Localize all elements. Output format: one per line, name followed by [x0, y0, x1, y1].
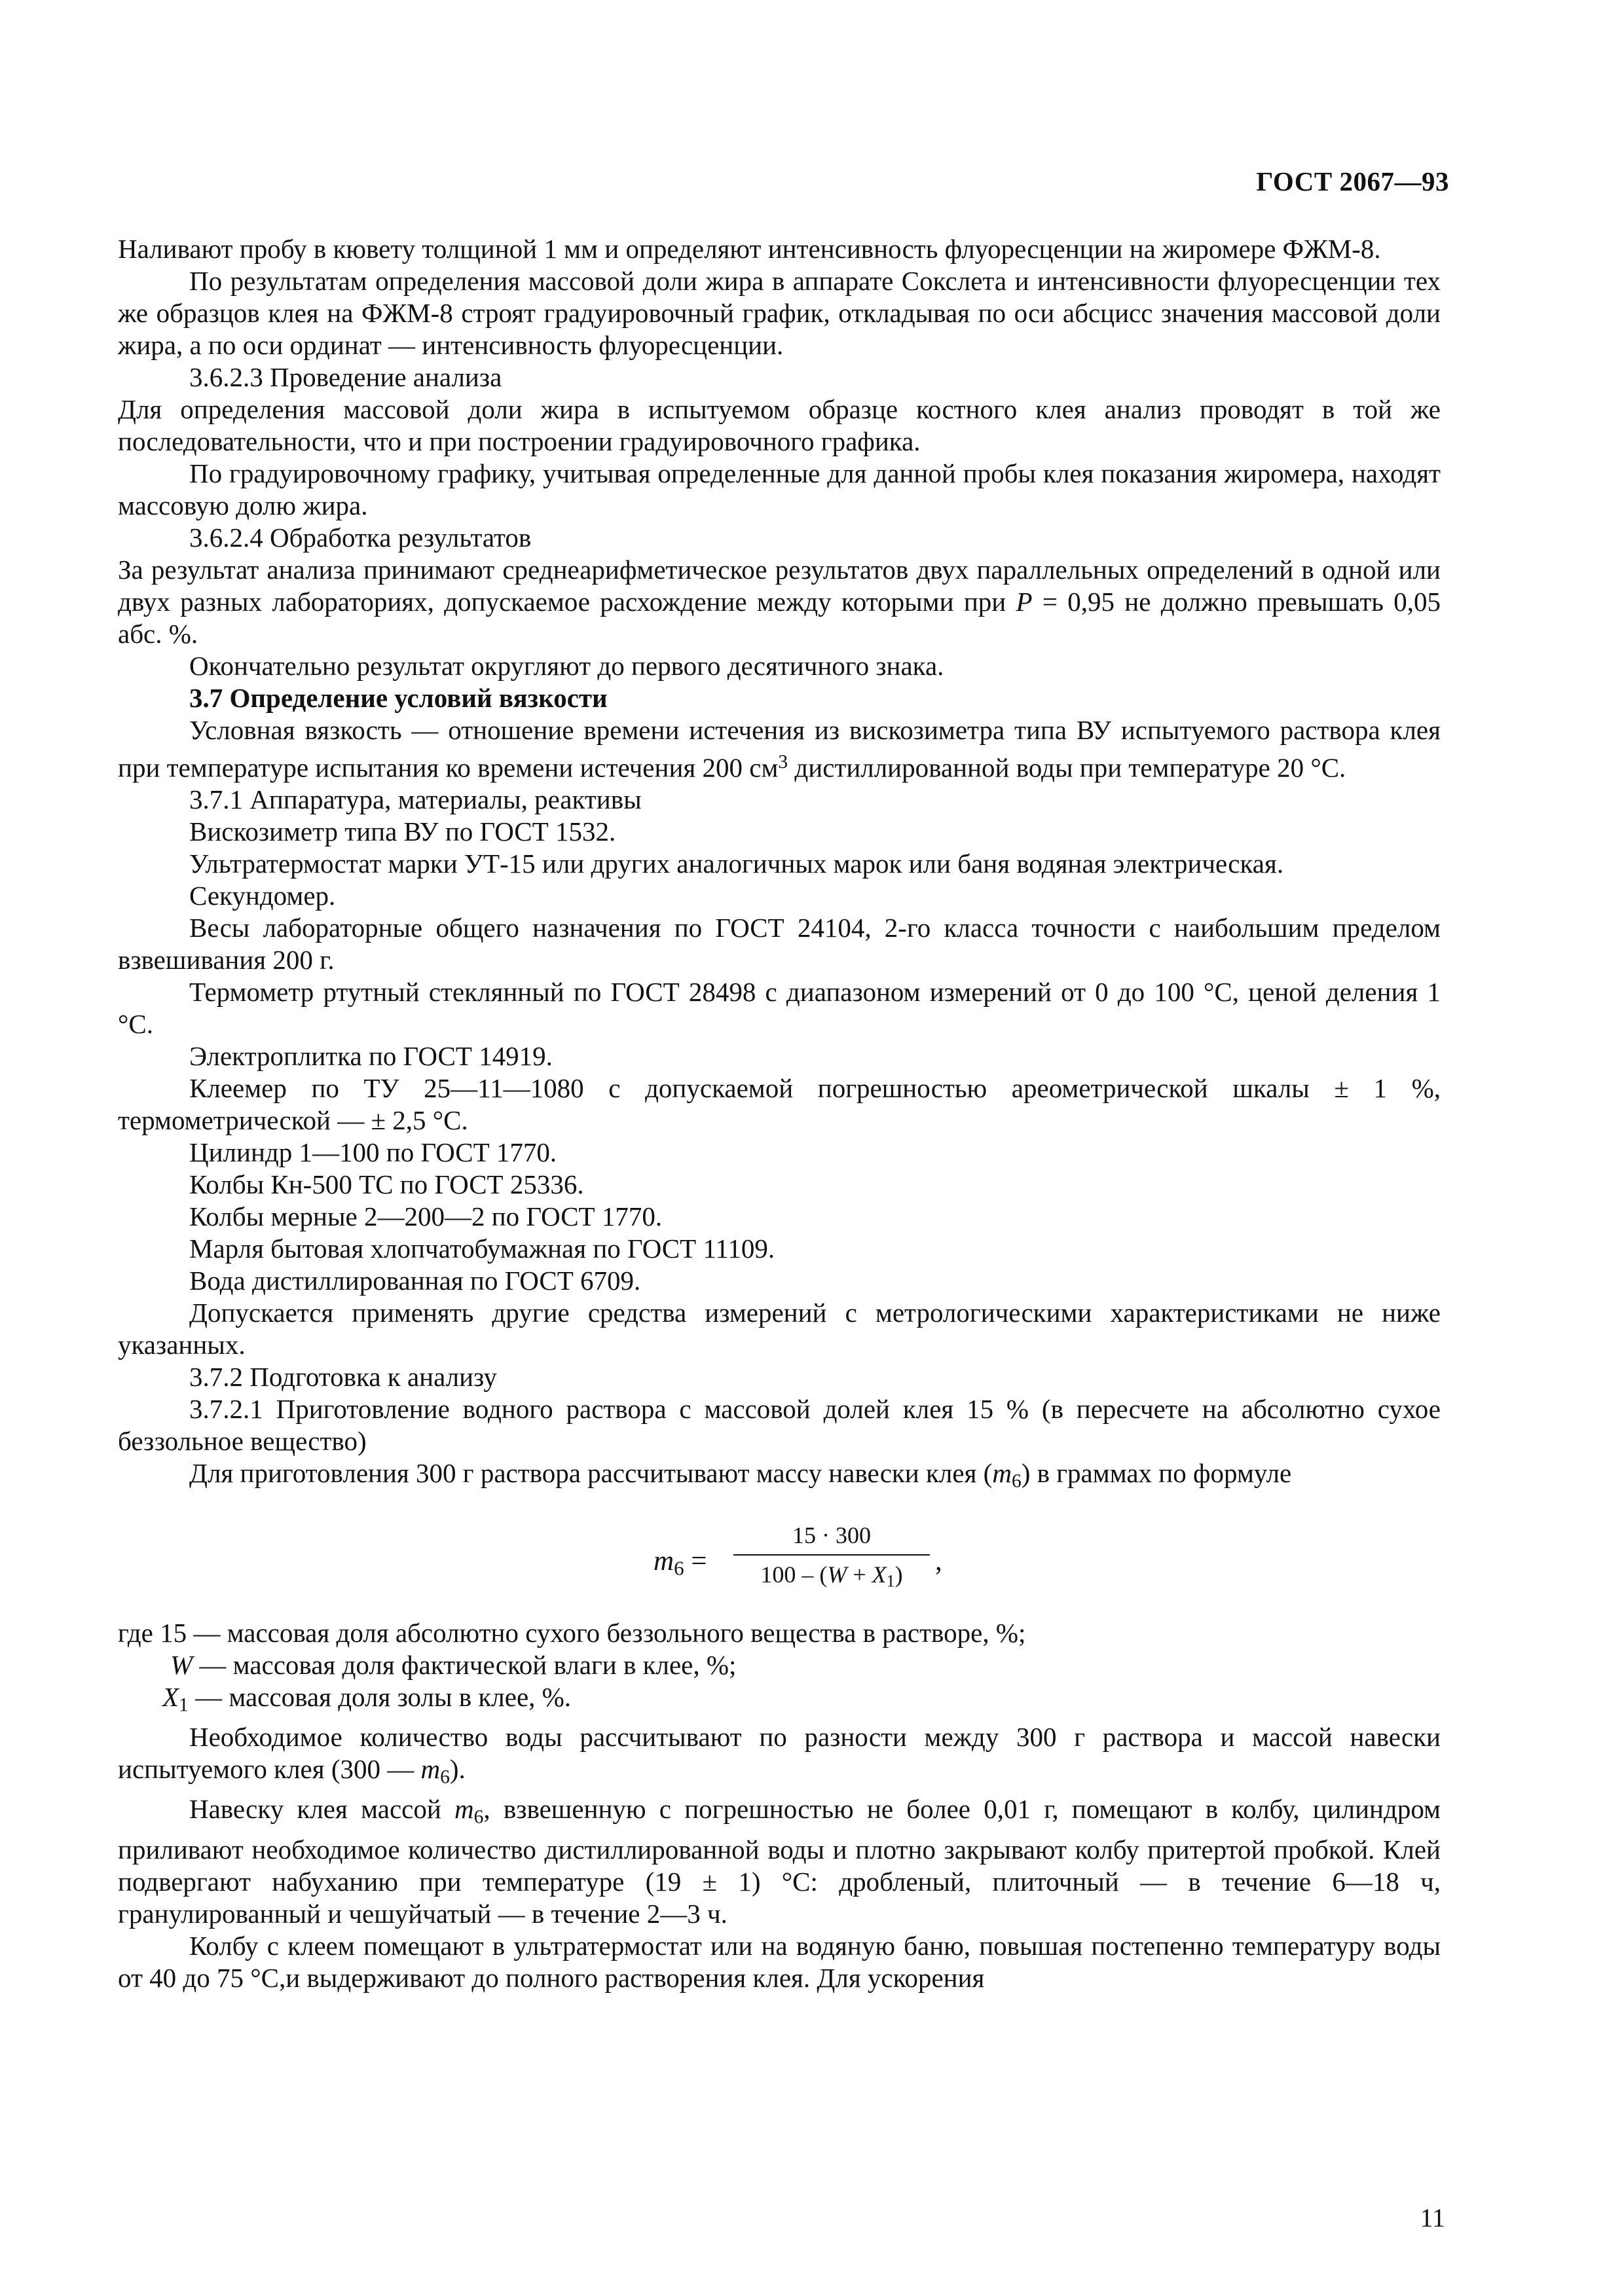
- paragraph: [118, 554, 1441, 650]
- list-item: Термометр ртутный стеклянный по ГОСТ 28498 с диапазоном измерений от 0 до 100 °С, ценой деления 1 °С.: [118, 977, 1441, 1040]
- text-run: +: [847, 1561, 872, 1588]
- list-item: Секундомер.: [189, 881, 336, 911]
- subscript: 6: [674, 1556, 684, 1580]
- paragraph: По градуировочному графику, учитывая определенные для данной пробы клея показания жиромера, находят массовую долю жира.: [118, 458, 1441, 520]
- list-item: Колбы мерные 2—200—2 по ГОСТ 1770.: [189, 1201, 663, 1232]
- text-run: Для приготовления 300 г раствора рассчитывают массу навески клея (: [189, 1458, 993, 1489]
- variable-m: m: [420, 1754, 441, 1785]
- subsection-heading: 3.7.2 Подготовка к анализу: [189, 1362, 497, 1393]
- paragraph: Колбу с клеем помещают в ультратермостат или на водяную баню, повышая постепенно температуру воды от 40 до 75 °С,и выдерживают до полного растворения клея. Для ускорения: [118, 1930, 1441, 1993]
- text-run: — массовая доля фактической влаги в клее, %;: [193, 1649, 737, 1680]
- section-heading: 3.7 Определение условий вязкости: [189, 683, 608, 713]
- paragraph: [118, 1793, 1441, 1929]
- paragraph: Допускается применять другие средства измерений с метрологическими характеристиками не ниже указанных.: [118, 1298, 1441, 1360]
- paragraph: По результатам определения массовой доли жира в аппарате Сокслета и интенсивности флуоресценции тех же образцов клея на ФЖМ-8 строят градуировочный график, откладывая по оси абсцисс значения массовой доли жира, а по оси ординат — интенсивность флуоресценции.: [118, 266, 1441, 360]
- variable-m: m: [654, 1545, 674, 1576]
- subscript: 6: [1011, 1470, 1022, 1492]
- subsection-heading: 3.7.1 Аппаратура, материалы, реактивы: [189, 784, 642, 815]
- text-run: Условная вязкость — отношение времени истечения из вискозиметра типа ВУ испытуемого раствора клея при температуре испытания ко времени истечения 200 см: [118, 715, 1441, 783]
- page-number: 11: [1420, 2203, 1445, 2232]
- variable-m: m: [454, 1794, 474, 1825]
- formula-numerator: 15 · 300: [733, 1520, 930, 1556]
- subsection-heading: 3.6.2.4 Обработка результатов: [189, 522, 532, 553]
- document-code-header: ГОСТ 2067—93: [1256, 166, 1449, 196]
- paragraph: Наливают пробу в кювету толщиной 1 мм и определяют интенсивность флуоресценции на жиромере ФЖМ-8.: [118, 234, 1381, 264]
- page-body: [118, 233, 1441, 1994]
- list-item: Клеемер по ТУ 25—11—1080 с допускаемой погрешностью ареометрической шкалы ± 1 %, термометрической — ± 2,5 °С.: [118, 1073, 1441, 1136]
- variable-p: P: [1016, 587, 1033, 617]
- text-run: 100 – (: [760, 1561, 828, 1588]
- list-item: Марля бытовая хлопчатобумажная по ГОСТ 11109.: [189, 1233, 775, 1264]
- paragraph: Окончательно результат округляют до первого десятичного знака.: [189, 651, 944, 681]
- text-run: Необходимое количество воды рассчитывают по разности между 300 г раствора и массой навески испытуемого клея (300 —: [118, 1722, 1441, 1785]
- subscript: 6: [473, 1806, 484, 1828]
- text-run: За результат анализа принимают среднеарифметическое результатов двух параллельных определений в одной или двух разных лабораториях, допускаемое расхождение между которыми при: [118, 555, 1441, 617]
- text-run: ): [894, 1561, 903, 1588]
- subscript: 1: [179, 1694, 189, 1716]
- formula-comma: ,: [935, 1545, 942, 1576]
- formula-legend: [118, 1617, 1441, 1721]
- superscript: 3: [778, 752, 788, 773]
- text-run: дистиллированной воды при температуре 20 °С.: [788, 752, 1346, 783]
- formula-denominator: [733, 1556, 930, 1596]
- paragraph: Для определения массовой доли жира в испытуемом образце костного клея анализ проводят в той же последовательности, что и при построении градуировочного графика.: [118, 394, 1441, 456]
- text-run: ).: [449, 1754, 466, 1785]
- text-run: = 0,95 не должно превышать 0,05 абс. %.: [118, 587, 1441, 649]
- paragraph: [118, 1721, 1441, 1793]
- list-item: Ультратермостат марки УТ-15 или других аналогичных марок или баня водяная электрическая.: [189, 848, 1284, 879]
- text-run: ) в граммах по формуле: [1021, 1458, 1292, 1489]
- list-item: Цилиндр 1—100 по ГОСТ 1770.: [189, 1137, 557, 1168]
- text-run: Навеску клея массой: [189, 1794, 455, 1825]
- paragraph: [118, 1457, 1441, 1497]
- list-item: Электроплитка по ГОСТ 14919.: [189, 1041, 553, 1072]
- subscript: 6: [440, 1766, 450, 1788]
- list-item: Вискозиметр типа ВУ по ГОСТ 1532.: [189, 816, 616, 847]
- legend-item: [118, 1649, 1441, 1681]
- list-item: Весы лабораторные общего назначения по ГОСТ 24104, 2-го класса точности с наибольшим пределом взвешивания 200 г.: [118, 913, 1441, 975]
- paragraph: [118, 714, 1441, 784]
- legend-item: где 15 — массовая доля абсолютно сухого беззольного вещества в растворе, %;: [118, 1617, 1026, 1648]
- legend-item: [118, 1681, 1441, 1721]
- variable-w: W: [827, 1561, 847, 1588]
- subsection-heading: 3.6.2.3 Проведение анализа: [189, 362, 502, 392]
- variable-x: X: [162, 1681, 179, 1712]
- variable-w: W: [170, 1649, 193, 1680]
- formula-lhs: [654, 1545, 707, 1584]
- text-run: , взвешенную с погрешностью не более 0,01 г, помещают в колбу, цилиндром приливают необходимое количество дистиллированной воды и плотно закрывают колбу притертой пробкой. Клей подвергают набуханию при температуре (19 ± 1) °С: дробленый, плиточный — в течение 6—18 ч, гранулированный и чешуйчатый — в течение 2—3 ч.: [118, 1794, 1441, 1929]
- mass-formula: [118, 1511, 1441, 1609]
- text-run: — массовая доля золы в клее, %.: [188, 1681, 572, 1712]
- variable-m: m: [992, 1458, 1012, 1489]
- equals-sign: =: [684, 1545, 707, 1576]
- paragraph: 3.7.2.1 Приготовление водного раствора с массовой долей клея 15 % (в пересчете на абсолютно сухое беззольное вещество): [118, 1394, 1441, 1457]
- list-item: Колбы Кн-500 ТС по ГОСТ 25336.: [189, 1169, 584, 1200]
- variable-x: X: [872, 1561, 887, 1588]
- formula-fraction: [733, 1520, 930, 1596]
- list-item: Вода дистиллированная по ГОСТ 6709.: [189, 1266, 641, 1296]
- subscript: 1: [886, 1571, 895, 1591]
